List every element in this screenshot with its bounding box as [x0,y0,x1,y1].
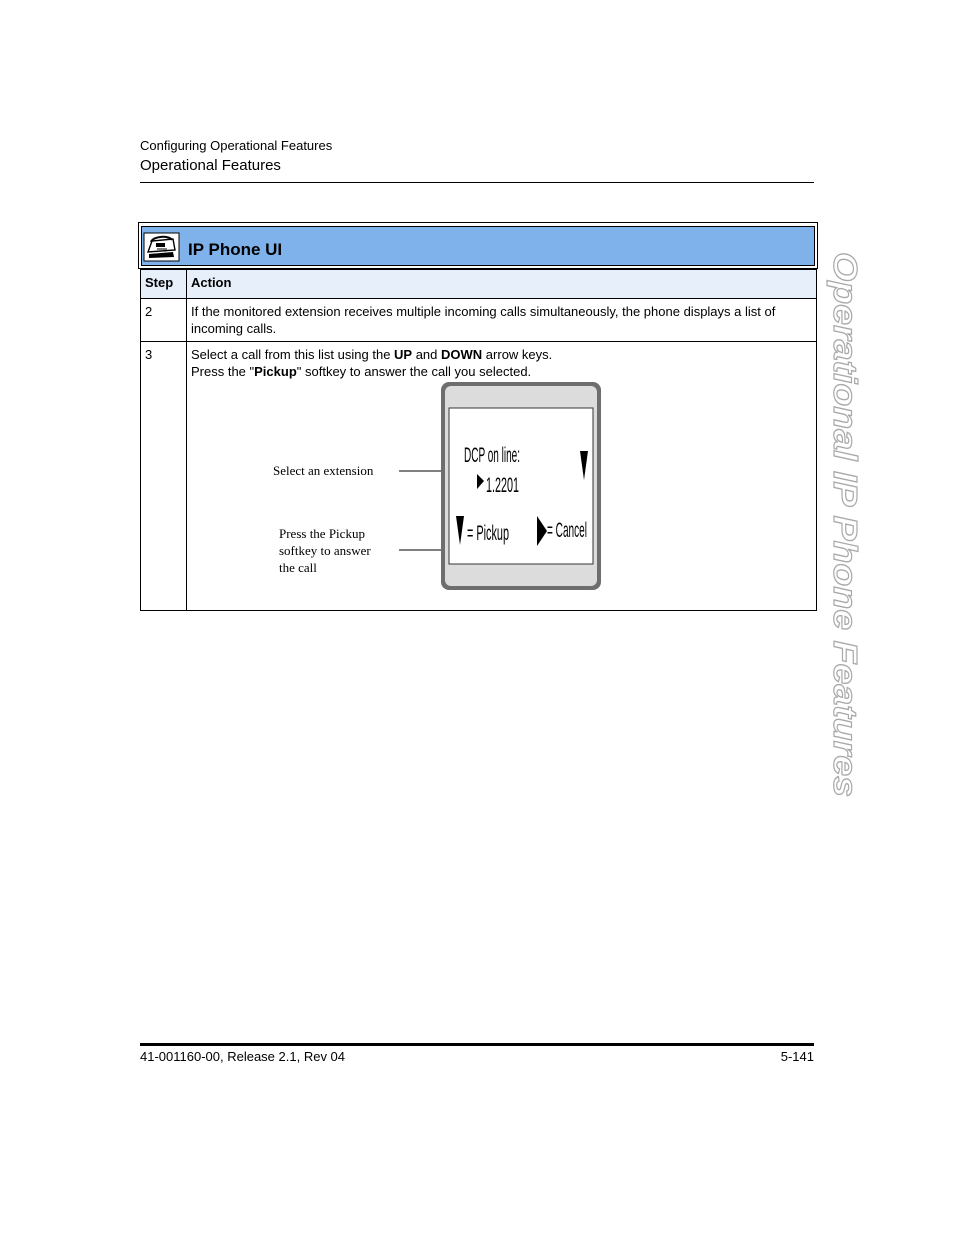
step-action [187,342,817,611]
footer-rule [140,1043,814,1046]
sidebar-title: Operational IP Phone Features [827,252,864,732]
lcd-line-1: DCP on line: [464,444,520,467]
column-header-step: Step [141,270,187,299]
table-header-row [141,270,817,299]
phone-display-figure [271,382,611,592]
callout-press-pickup: Press the Pickup softkey to answer the call [279,526,371,575]
softkey-pickup-label: = Pickup [467,522,509,545]
box-title: IP Phone UI [188,240,283,259]
table-row [141,299,817,342]
step-action: If the monitored extension receives multiple incoming calls simultaneously, the phone displays a list of incoming calls. [187,299,817,342]
header-rule [140,182,814,183]
softkey-cancel-label: = Cancel [547,519,587,542]
callout-select-extension: Select an extension [273,463,374,478]
running-header-section: Operational Features [140,157,281,174]
table-row [141,342,817,611]
step-number: 2 [141,299,187,342]
action-line-2: Press the "Pickup" softkey to answer the call you selected. [191,364,532,379]
lcd-line-2: 1.2201 [486,474,519,497]
sidebar-chapter-tab [826,252,864,800]
step-number: 3 [141,342,187,611]
steps-table [140,269,817,611]
page-number: 5-141 [780,1049,814,1064]
footer-doc-id: 41-001160-00, Release 2.1, Rev 04 [140,1049,346,1064]
column-header-action: Action [187,270,817,299]
action-line-1: Select a call from this list using the UP and DOWN arrow keys. [191,347,553,362]
running-header-chapter: Configuring Operational Features [140,138,333,153]
phone-icon [143,232,180,262]
